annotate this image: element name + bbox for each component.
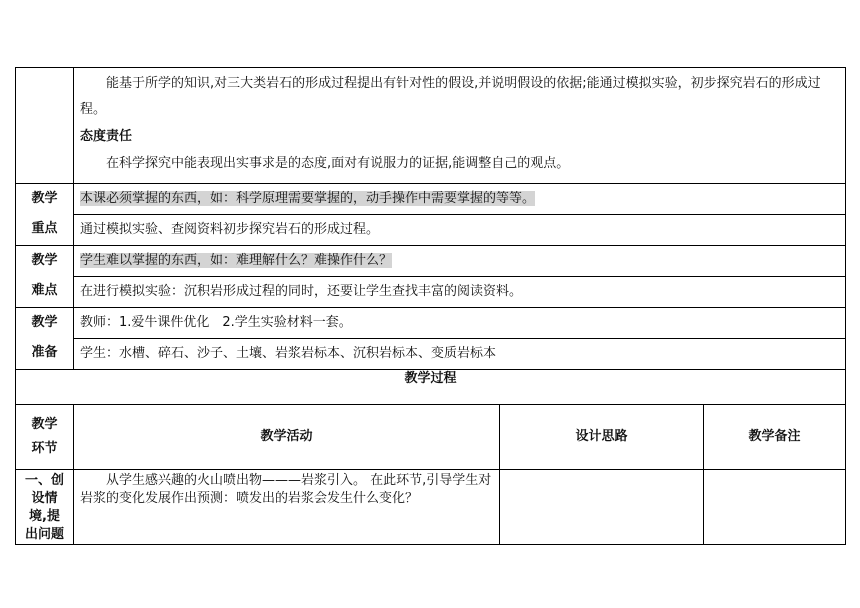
- preparation-row: [16, 308, 846, 370]
- process-header-row: [16, 405, 846, 470]
- objectives-paragraph-2: 在科学探究中能表现出实事求是的态度,面对有说服力的证据,能调整自己的观点。: [106, 156, 570, 171]
- lesson-plan-table: [15, 67, 846, 545]
- key-points-hint: 本课必须掌握的东西，如：科学原理需要掌握的，动手操作中需要掌握的等等。: [80, 191, 536, 206]
- attitude-heading: 态度责任: [80, 129, 133, 144]
- key-points-label-line1: 教学: [31, 191, 58, 206]
- difficult-points-content: [74, 246, 846, 308]
- difficult-points-hint-line: [74, 246, 845, 277]
- difficult-points-label-line2: 难点: [31, 283, 58, 298]
- objectives-label-cell: [16, 68, 74, 184]
- difficult-points-row: [16, 246, 846, 308]
- step-1-label-line3: 境,提: [29, 509, 60, 524]
- step-header-line1: 教学: [31, 417, 58, 432]
- step-1-notes: [704, 470, 846, 545]
- step-1-label-line4: 出问题: [24, 527, 64, 542]
- process-step-row: [16, 470, 846, 545]
- preparation-label-line2: 准备: [31, 345, 58, 360]
- key-points-label-line2: 重点: [31, 221, 58, 236]
- preparation-teacher: 教师：1.爱牛课件优化 2.学生实验材料一套。: [74, 308, 845, 339]
- difficult-points-hint: 学生难以掌握的东西，如：难理解什么？难操作什么？: [80, 253, 393, 268]
- preparation-label-line1: 教学: [31, 315, 58, 330]
- step-1-activity: 从学生感兴趣的火山喷出物———岩浆引入。 在此环节,引导学生对岩浆的变化发展作出预测：喷发出的岩浆会发生什么变化？: [74, 470, 500, 545]
- preparation-label: [16, 308, 74, 370]
- key-points-text: 通过模拟实验、查阅资料初步探究岩石的形成过程。: [80, 222, 380, 237]
- activity-header: 教学活动: [74, 405, 500, 470]
- process-title: 教学过程: [16, 370, 846, 405]
- objectives-paragraph-1: 能基于所学的知识,对三大类岩石的形成过程提出有针对性的假设,并说明假设的依据;能通过模拟实验，初步探究岩石的形成过程。: [80, 76, 821, 117]
- step-header-line2: 环节: [31, 441, 58, 456]
- difficult-points-label: [16, 246, 74, 308]
- step-1-design: [500, 470, 704, 545]
- key-points-label: [16, 184, 74, 246]
- step-1-label-line2: 设情: [31, 491, 58, 506]
- preparation-student: 学生：水槽、碎石、沙子、土壤、岩浆岩标本、沉积岩标本、变质岩标本: [80, 346, 497, 361]
- difficult-points-text: 在进行模拟实验：沉积岩形成过程的同时，还要让学生查找丰富的阅读资料。: [80, 284, 523, 299]
- key-points-content: [74, 184, 846, 246]
- design-header: 设计思路: [500, 405, 704, 470]
- objectives-content: [74, 68, 846, 184]
- key-points-row: [16, 184, 846, 246]
- step-1-label: [16, 470, 74, 545]
- step-header: [16, 405, 74, 470]
- step-1-label-line1: 一、创: [24, 473, 64, 488]
- notes-header: 教学备注: [704, 405, 846, 470]
- preparation-content: [74, 308, 846, 370]
- difficult-points-label-line1: 教学: [31, 253, 58, 268]
- key-points-hint-line: [74, 184, 845, 215]
- process-title-row: [16, 370, 846, 405]
- objectives-row: [16, 68, 846, 184]
